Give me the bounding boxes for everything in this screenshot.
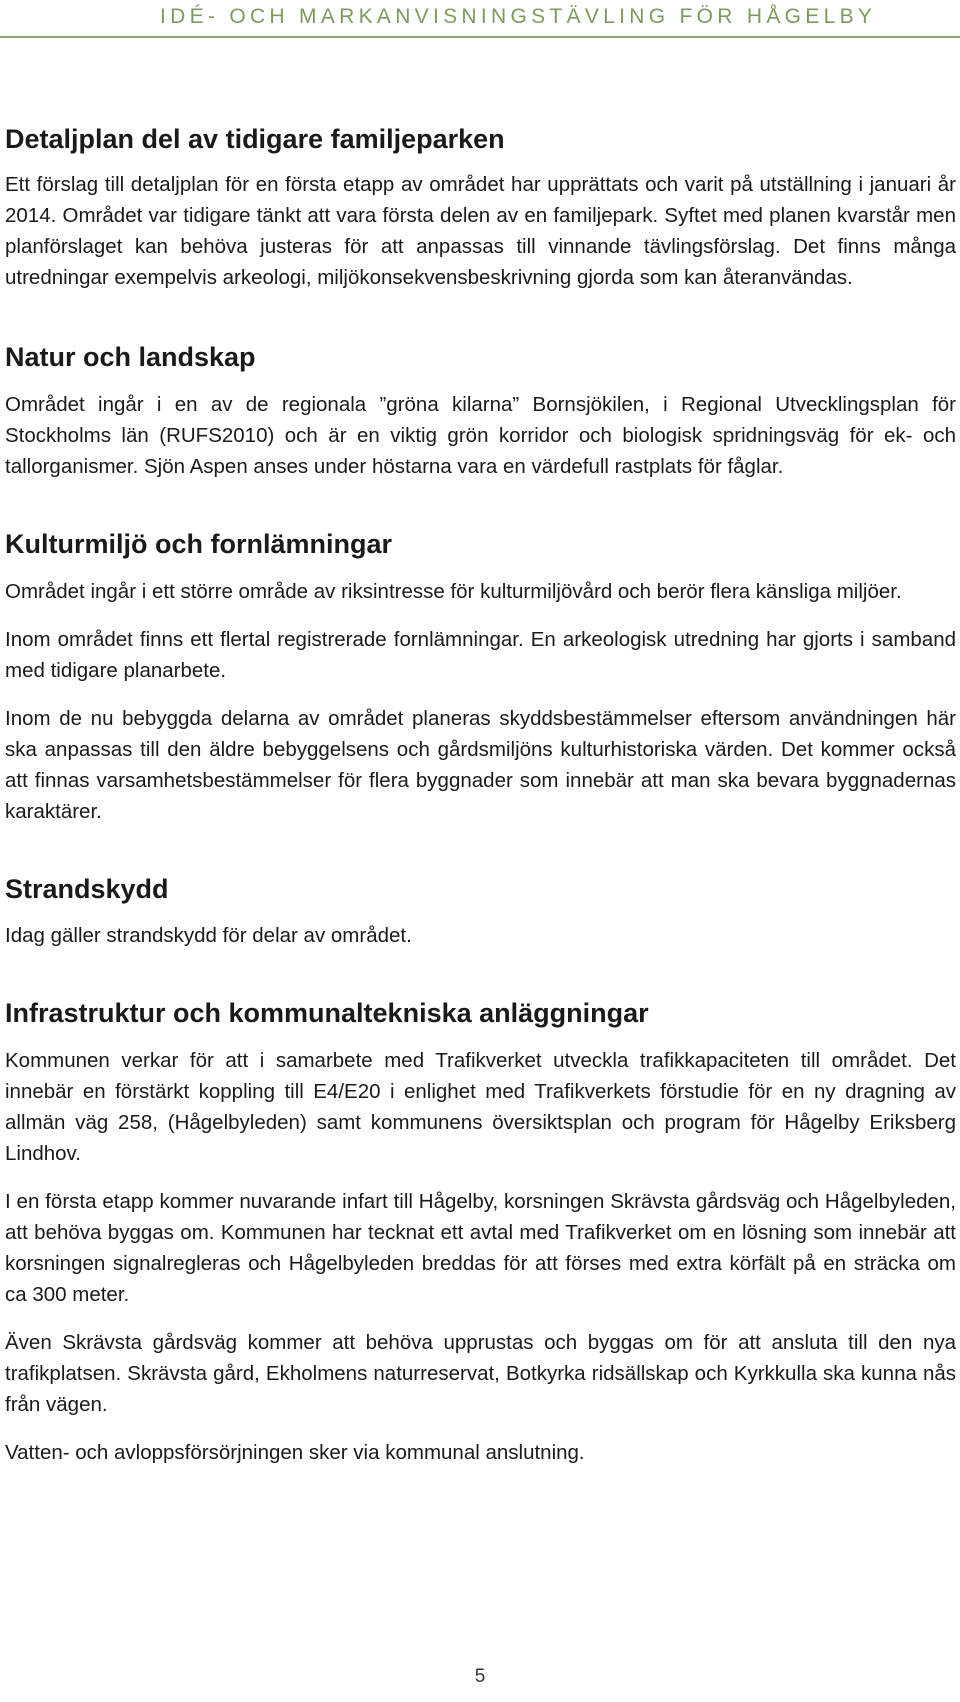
paragraph: Vatten- och avloppsförsörjningen sker via kommunal anslutning. [5, 1441, 585, 1464]
section-infrastruktur [5, 996, 956, 1468]
section-heading: Natur och landskap [5, 342, 256, 372]
paragraph: I en första etapp kommer nuvarande infart till Hågelby, korsningen Skrävsta gårdsväg och Hågelbyleden, att behöva byggas om. Kommunen har tecknat ett avtal med Trafikverket om en lösning som innebär att korsningen signalregleras och Hågelbyleden breddas för att förses med extra körfält på en sträcka om ca 300 meter. [5, 1190, 956, 1306]
paragraph: Kommunen verkar för att i samarbete med Trafikverket utveckla trafikkapaciteten till området. Det innebär en förstärkt koppling till E4/E20 i enlighet med Trafikverkets förstudie för en ny dragning av allmän väg 258, (Hågelbyleden) samt kommunens översiktsplan och program för Hågelby Eriksberg Lindhov. [5, 1049, 956, 1165]
page-header [0, 0, 960, 38]
paragraph: Idag gäller strandskydd för delar av området. [5, 924, 412, 947]
section-heading: Detaljplan del av tidigare familjeparken [5, 124, 505, 154]
paragraph: Området ingår i ett större område av riksintresse för kulturmiljövård och berör flera känsliga miljöer. [5, 580, 902, 603]
section-strandskydd [5, 872, 956, 951]
paragraph: Även Skrävsta gårdsväg kommer att behöva upprustas och byggas om för att ansluta till den nya trafikplatsen. Skrävsta gård, Ekholmens naturreservat, Botkyrka ridsällskap och Kyrkkulla ska kunna nås från vägen. [5, 1331, 956, 1416]
section-kulturmiljo [5, 527, 956, 827]
page-number: 5 [474, 1666, 486, 1687]
section-heading: Strandskydd [5, 874, 169, 904]
document-body [5, 122, 956, 1468]
header-title: IDÉ- OCH MARKANVISNINGSTÄVLING FÖR HÅGELBY [160, 5, 877, 28]
section-heading: Kulturmiljö och fornlämningar [5, 529, 393, 559]
section-detaljplan [5, 122, 956, 293]
section-heading: Infrastruktur och kommunaltekniska anläggningar [5, 998, 649, 1028]
paragraph: Inom de nu bebyggda delarna av området planeras skyddsbestämmelser eftersom användningen här ska anpassas till den äldre bebyggelsens och gårdsmiljöns kulturhistoriska värden. Det kommer också att finnas varsamhetsbestämmelser för flera byggnader som innebär att man ska bevara byggnadernas karaktärer. [5, 707, 956, 823]
paragraph: Området ingår i en av de regionala ”gröna kilarna” Bornsjökilen, i Regional Utvecklingsplan för Stockholms län (RUFS2010) och är en viktig grön korridor och biologisk spridningsväg för ek- och tallorganismer. Sjön Aspen anses under höstarna vara en värdefull rastplats för fåglar. [5, 393, 956, 478]
section-natur-och-landskap [5, 340, 956, 482]
paragraph: Ett förslag till detaljplan för en första etapp av området har upprättats och varit på utställning i januari år 2014. Området var tidigare tänkt att vara första delen av en familjepark. Syftet med planen kvarstår men planförslaget kan behöva justeras för att anpassas till vinnande tävlingsförslag. Det finns många utredningar exempelvis arkeologi, miljökonsekvensbeskrivning gjorda som kan återanvändas. [5, 173, 956, 289]
paragraph: Inom området finns ett flertal registrerade fornlämningar. En arkeologisk utredning har gjorts i samband med tidigare planarbete. [5, 628, 956, 682]
